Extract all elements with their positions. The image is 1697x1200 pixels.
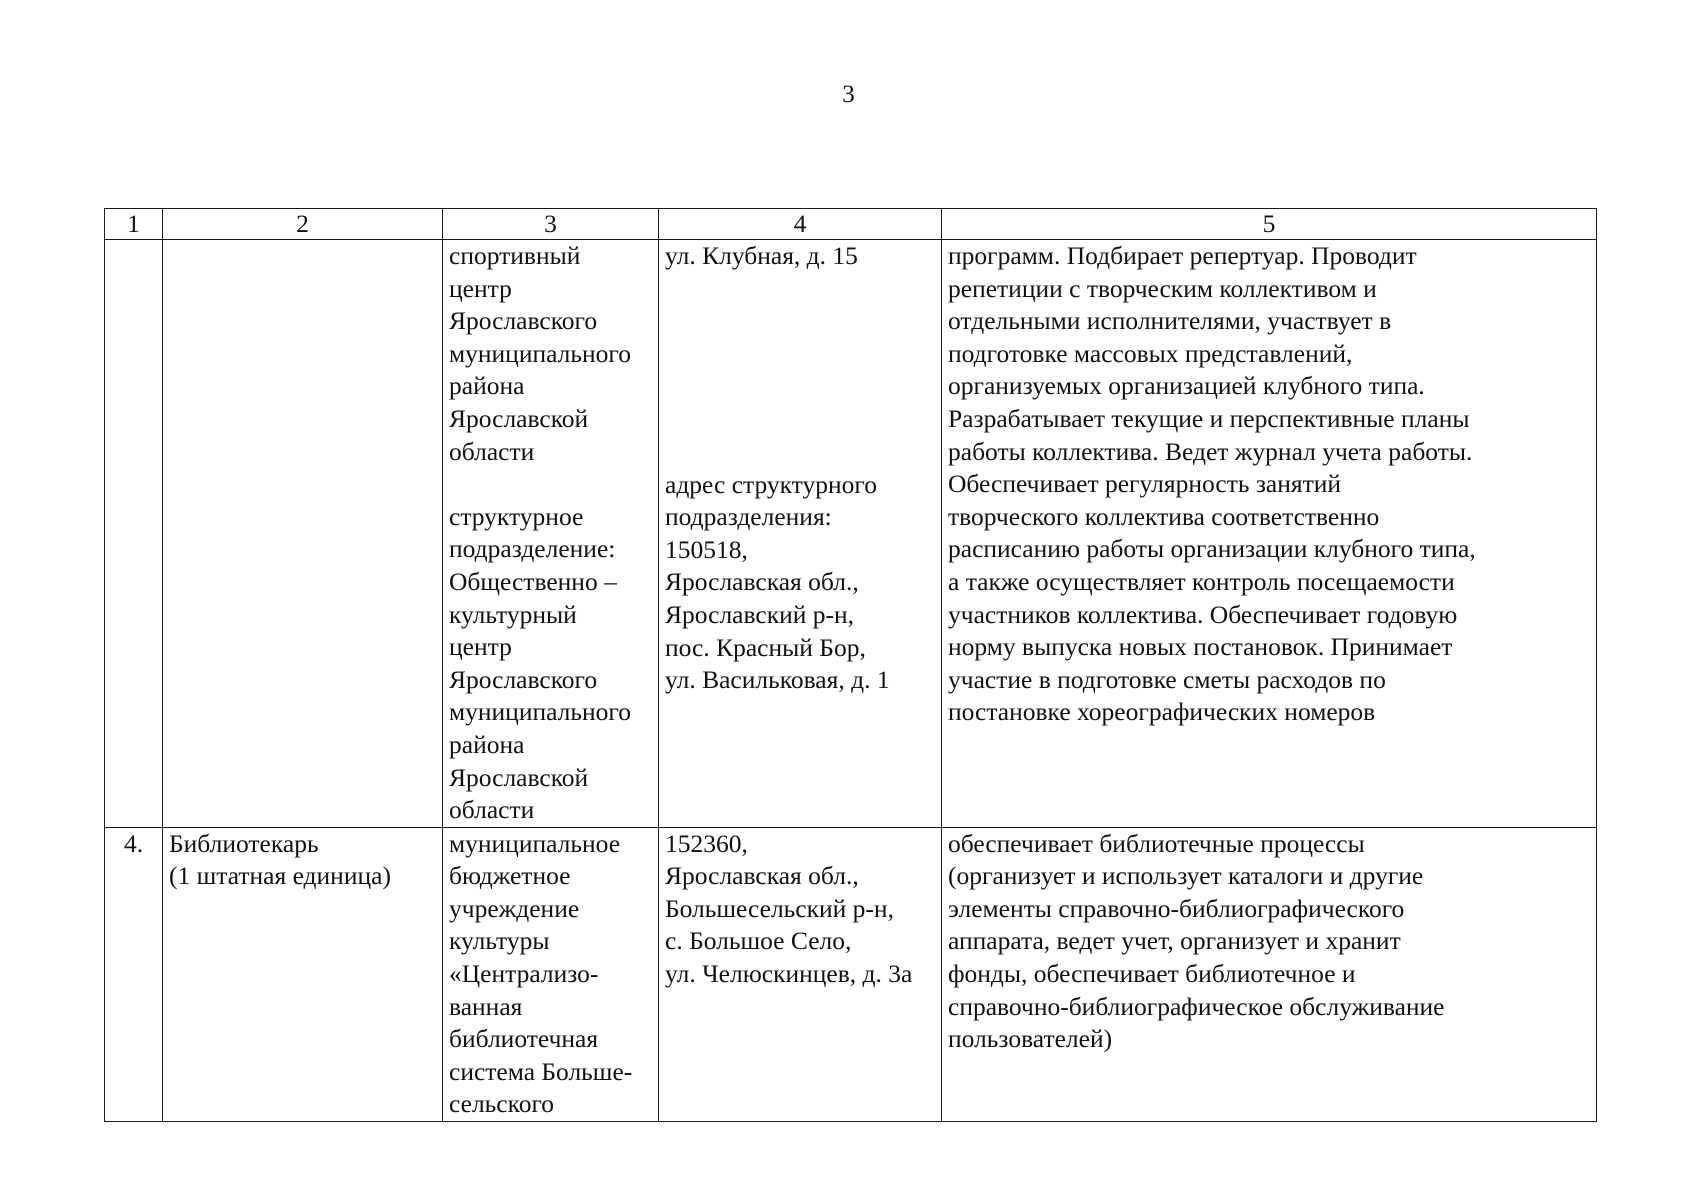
header-col-4: 4 bbox=[659, 209, 942, 240]
duties-cell: программ. Подбирает репертуар. Проводит репетиции с творческим коллективом и отдельными исполнителями, участвует в подготовке массовых представлений, организуемых организацией клубного типа. Разрабатывает текущие и перспективные планы работы коллектива. Ведет журнал учета работы. Обеспечивает регулярность занятий творческого коллектива соответственно расписанию работы организации клубного типа, а также осуществляет контроль посещаемости участников коллектива. Обеспечивает годовую норму выпуска новых постановок. Принимает участие в подготовке сметы расходов по постановке хореографических номеров bbox=[942, 240, 1597, 828]
staff-table bbox=[104, 208, 1597, 1122]
address-cell bbox=[659, 240, 942, 828]
organization-cell bbox=[443, 240, 659, 828]
table-header-row bbox=[105, 209, 1597, 240]
address-cell: 152360, Ярославская обл., Большесельский р-н, с. Большое Село, ул. Челюскинцев, д. 3а bbox=[659, 827, 942, 1121]
row-number-cell: 4. bbox=[105, 827, 163, 1121]
table-row bbox=[105, 827, 1597, 1121]
table-row bbox=[105, 240, 1597, 828]
organization-main: спортивный центр Ярославского муниципального района Ярославской области bbox=[449, 241, 631, 466]
header-col-1: 1 bbox=[105, 209, 163, 240]
header-col-3: 3 bbox=[443, 209, 659, 240]
organization-cell: муниципальное бюджетное учреждение культуры «Централизо- ванная библиотечная система Больше- сельского bbox=[443, 827, 659, 1121]
address-subdivision: адрес структурного подразделения: 150518, Ярославская обл., Ярославский р-н, пос. Красный Бор, ул. Васильковая, д. 1 bbox=[665, 469, 890, 695]
position-cell: Библиотекарь (1 штатная единица) bbox=[163, 827, 443, 1121]
duties-cell: обеспечивает библиотечные процессы (организует и использует каталоги и другие элементы справочно-библиографического аппарата, ведет учет, организует и хранит фонды, обеспечивает библиотечное и справочно-библиографическое обслуживание пользователей) bbox=[942, 827, 1597, 1121]
page-number: 3 bbox=[842, 81, 855, 108]
position-cell bbox=[163, 240, 443, 828]
header-col-5: 5 bbox=[942, 209, 1597, 240]
organization-subdivision: структурное подразделение: Общественно – культурный центр Ярославского муниципального района Ярославской области bbox=[449, 501, 631, 825]
row-number-cell bbox=[105, 240, 163, 828]
address-main: ул. Клубная, д. 15 bbox=[665, 241, 858, 270]
header-col-2: 2 bbox=[163, 209, 443, 240]
